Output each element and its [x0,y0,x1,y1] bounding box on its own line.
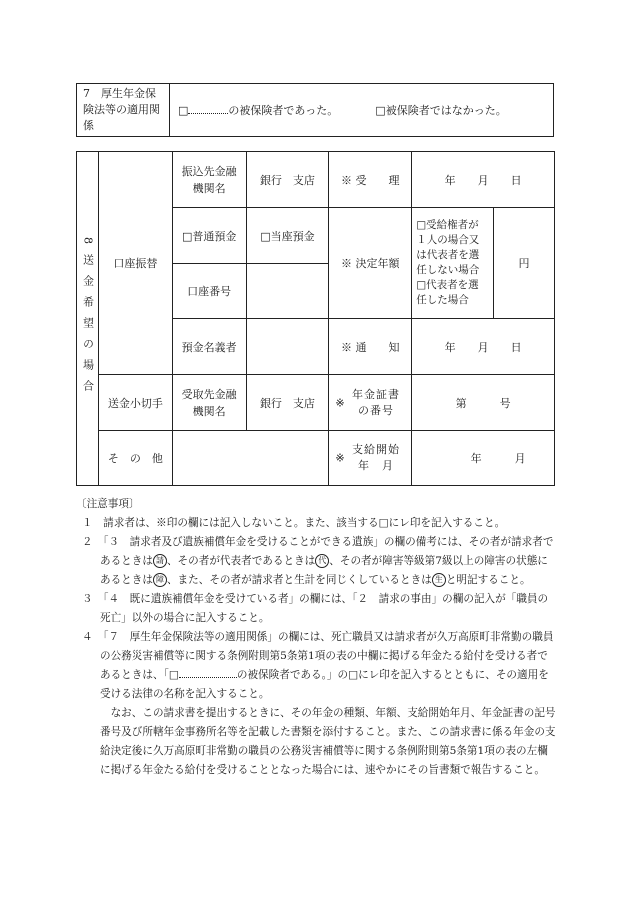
koza-bango-field[interactable] [246,264,329,319]
shikyu-date-field[interactable]: 年 月 [412,431,555,486]
mark-dai: 代 [315,554,329,568]
meigi-label: 預金名義者 [172,319,246,375]
uketori-label: 受取先金融機関名 [172,375,246,431]
juri-label: ※ 受 理 [329,152,412,208]
section7-table [76,83,554,137]
notes-section [76,495,557,780]
toza-checkbox[interactable]: □当座預金 [246,208,329,264]
note-4b: の被保険者である。」の□にレ印を記入するとともに、その適用を受ける法律の名称を記入すること。 [100,669,549,700]
shikyu-text: 支給開始年 月 [352,443,401,472]
furikomi-label: 振込先金融機関名 [172,152,246,208]
futsu-checkbox[interactable]: □普通預金 [172,208,246,264]
meigi-field[interactable] [246,319,329,375]
note-3: ３ 「４ 既に遺族補償年金を受けている者」の欄には、「２ 請求の事由」の欄の記入が「職員の死亡」以外の場合に記入すること。 [82,593,549,624]
kettei-label: ※ 決定年額 [329,208,412,319]
koza-furikae-label: 口座振替 [98,152,172,375]
sec7-options [170,84,554,137]
tsuchi-date-field[interactable]: 年 月 日 [412,319,555,375]
sonota-field[interactable] [172,431,329,486]
koza-bango-label: 口座番号 [172,264,246,319]
note-2b: 、その者が代表者であるときは [166,555,316,567]
shosho-mark: ※ [335,396,345,409]
sonota-label: そ の 他 [98,431,172,486]
section8-table [76,151,555,486]
sec8-side-label: 8送金希望の場合 [77,152,99,486]
bank-branch-field[interactable]: 銀行 支店 [246,152,329,208]
note-5: なお、この請求書を提出するときに、その年金の種類、年額、支給開始年月、年金証書の記号番号及び所轄年金事務所名等を記載した書類を添付すること。また、この請求書に係る年金の支給決定後に久万高原町非常勤の職員の公務災害補償等に関する条例附則第5条第1項の表の左欄に掲げる年金たる給付を受けることとなった場合には、速やかにその旨書類で報告すること。 [100,707,556,776]
kettei-note[interactable]: □受給権者が１人の場合又は代表者を選任しない場合□代表者を選任した場合 [412,208,494,319]
note-2c: 、その者が障害等級第7級以上の障害の状態にあるときは [100,555,548,586]
mark-sei: 請 [153,554,167,568]
note-2e: と明記すること。 [445,574,531,586]
note-4 [82,628,557,704]
juri-date-field[interactable]: 年 月 日 [412,152,555,208]
shikyu-label [329,431,412,486]
shosho-label [329,375,412,431]
sec7-option1-label: の被保険者であった。 [228,104,339,117]
bank-branch2-field[interactable]: 銀行 支店 [246,375,329,431]
tsuchi-label: ※ 通 知 [329,319,412,375]
note-4a: ４ 「７ 厚生年金保険法等の適用関係」の欄には、死亡職員又は請求者が久万高原町非常勤の職員の公務災害補償等に関する条例附則第5条第1項の表の中欄に掲げる年金たる給付を受ける者であるときは、「□ [82,631,554,681]
en-field[interactable]: 円 [494,208,555,319]
note-1: １ 請求者は、※印の欄には記入しないこと。また、該当する□にレ印を記入すること。 [82,517,506,529]
note-2d: 、また、その者が請求者と生計を同じくしているときは [166,574,432,586]
notes-heading: 〔注意事項〕 [76,498,140,510]
sec7-option2-checkbox[interactable]: □被保険者ではなかった。 [375,104,507,117]
note-2a: ２ 「３ 請求者及び遺族補償年金を受けることができる遺族」の欄の備考には、その者が請求者であるときは [82,536,554,567]
dai-go-field[interactable]: 第 号 [412,375,555,431]
sokin-kogitte-label: 送金小切手 [98,375,172,431]
shikyu-mark: ※ [335,451,345,465]
shosho-text: 年金証書の番号 [352,387,401,417]
mark-sho: 障 [153,573,167,587]
mark-sei2: 生 [432,573,446,587]
sec7-option1-checkbox[interactable]: □ [178,104,189,117]
sec7-label: 7 厚生年金保険法等の適用関係 [77,84,170,137]
note-2 [82,533,557,590]
